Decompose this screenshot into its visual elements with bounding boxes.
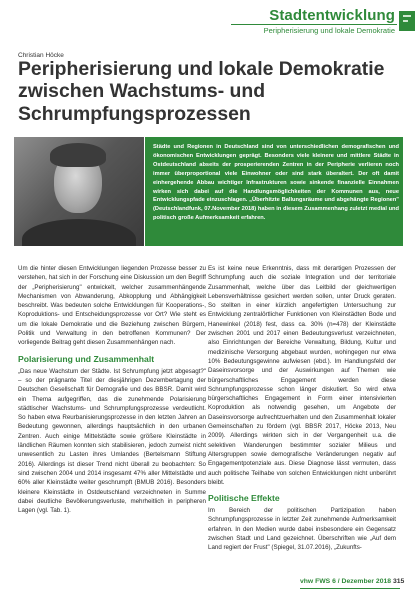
abstract-box <box>145 137 403 246</box>
header-divider <box>231 24 397 25</box>
footer-divider <box>300 588 400 589</box>
body-paragraph: „Das neue Wachstum der Städte. Ist Schrumpfung jetzt abgesagt?" – so der prägnante Titel der diesjährigen Dezembertagung der Deutschen Gesellschaft für Demografie und des BBSR. Damit wird ein Thema aufgegriffen, das die zunehmende Polarisierung städtischer Wachstums- und Schrumpfungsprozesse verdeutlicht. So haben etwa Reurbanisierungsprozesse in den letzten Jahren an Bedeutung gewonnen, allerdings hauptsächlich in den urbanen Zentren. Auch einige Mittelstädte sowie größere Kleinstädte in ländlichen Räumen konnten sich stabilisieren, jedoch zumeist nicht unwesentlich zu Lasten ihres Umlandes (Bertelsmann Stiftung 2016). Allerdings ist dieser Trend nicht überall zu beobachten: So sind zwischen 2004 und 2014 insgesamt 47% aller Mittelstädte und 60% aller Kleinstädte weiter geschrumpft (BMUB 2016). Besonders kleinere Kleinstädte in Ostdeutschland verzeichneten in Summe dabei deutliche Bevölkerungsverluste, mehrheitlich in peripheren Lagen (vgl. Tab. 1). <box>18 367 206 515</box>
body-column-right <box>208 264 396 553</box>
photo-shoulders <box>22 219 136 246</box>
body-paragraph: Im Bereich der politischen Partizipation haben Schrumpfungsprozesse in letzter Zeit zunehmende Aufmerksamkeit erfahren. In den Medien wurde dabei insbesondere ein Gegensatz zwischen Stadt und Land gezeichnet. Überschriften wie „Auf dem Land regiert der Frust" (Spiegel, 31.07.2016), „Zukunfts- <box>208 507 396 552</box>
body-paragraph: Um die hinter diesen Entwicklungen liegenden Prozesse besser zu verstehen, hat sich in der Forschung eine Diskussion um den Begriff der „Peripherisierung" entwickelt, welcher zusammenhängende Mechanismen von Abwanderung, Abkopplung und Abhängigkeit beschreibt. Was bedeuten solche Entwicklungen für Kooperations-, Koproduktions- und Entscheidungsprozesse vor Ort? Wie steht es um die lokale Demokratie und die Beziehung zwischen Bürgern, Politik und Verwaltung in den betroffenen Kommunen? Der vorliegende Beitrag geht diesen Zusammenhängen nach. <box>18 265 206 347</box>
footer-magazine <box>300 578 391 585</box>
body-paragraph: Es ist keine neue Erkenntnis, dass mit derartigen Prozessen der Schrumpfung auch die soziale Integration und der territoriale Zusammenhalt, welche über das Leitbild der gleichwertigen Lebensverhältnisse gesichert werden sollen, unter Druck geraten. So stellten in einer kürzlich angefertigten Untersuchung zur Entwicklung zentralörtlicher Funktionen von Kleinstädten Bode und Hanewinkel (2018) fest, dass ca. 30% (n=478) der Kleinstädte zwischen 2001 und 2017 einen Bedeutungsverlust verzeichneten, also Einrichtungen der Bereiche Verwaltung, Bildung, Kultur und medizinische Versorgung abgebaut wurden, wohingegen nur etwa 10% Bedeutungsgewinne aufwiesen (ebd.). Im Handlungsfeld der Daseinsvorsorge und der Auswirkungen auf Themen wie bürgerschaftliches Engagement werden diese Schrumpfungsprozesse schon länger diskutiert. So wird etwa bürgerschaftliches Engagement in Form einer intensivierten Koproduktion als notwendig gesehen, um Angebote der Daseinsvorsorge aufrechtzuerhalten und den Zusammenhalt lokaler Gemeinschaften zu fördern (vgl. BBSR 2017, Höcke 2013, Neu 2009). Allerdings wirkten sich in der Vergangenheit u.a. die selektiven Wanderungen bestimmter sozialer Milieus und Altersgruppen sowie demografische Veränderungen negativ auf Engagementpotenziale aus. Diese Diagnose lässt vermuten, dass auch politische Teilhabe von solchen Entwicklungen nicht unberührt bleibt. <box>208 265 396 486</box>
section-heading: Polarisierung und Zusammenhalt <box>18 353 155 364</box>
article-title: Peripherisierung und lokale Demokratie zwischen Wachstums- und Schrumpfungsprozessen <box>18 58 385 125</box>
section-logo-icon <box>399 11 415 31</box>
photo-hair <box>50 143 106 167</box>
page-number: 315 <box>393 578 405 585</box>
section-title: Stadtentwicklung <box>269 7 395 24</box>
article-author: Christian Höcke <box>18 52 64 59</box>
author-photo <box>14 137 144 246</box>
body-column-left <box>18 264 206 515</box>
magazine-label: vhw FWS 6 / Dezember 2018 <box>300 578 392 585</box>
abstract-text: Städte und Regionen in Deutschland sind von unterschiedlichen demografischen und ökonomischen Entwicklungen geprägt. Besonders viele kleinere und mittlere Städte in Ostdeutschland abseits der prosperierenden Zentren in der Peripherie verlieren noch immer überproportional viele Einwohner oder sind stark überaltert. Der oft damit einhergehende Abbau wichtiger Infrastrukturen sowie sinkende finanzielle Einnahmen wirken sich dabei auf die Handlungsmöglichkeiten der Kommunen aus, neue Entwicklungspfade einzuschlagen. „Überhitzte Ballungsräume und abgehängte Regionen" (Deutschlandfunk, 07.November 2018) haben in diesem Zusammenhang zuletzt medial und politisch große Aufmerksamkeit erfahren. <box>153 144 399 222</box>
section-subtitle: Peripherisierung und lokale Demokratie <box>263 26 395 35</box>
section-heading: Politische Effekte <box>208 493 280 504</box>
section-header <box>231 7 417 39</box>
